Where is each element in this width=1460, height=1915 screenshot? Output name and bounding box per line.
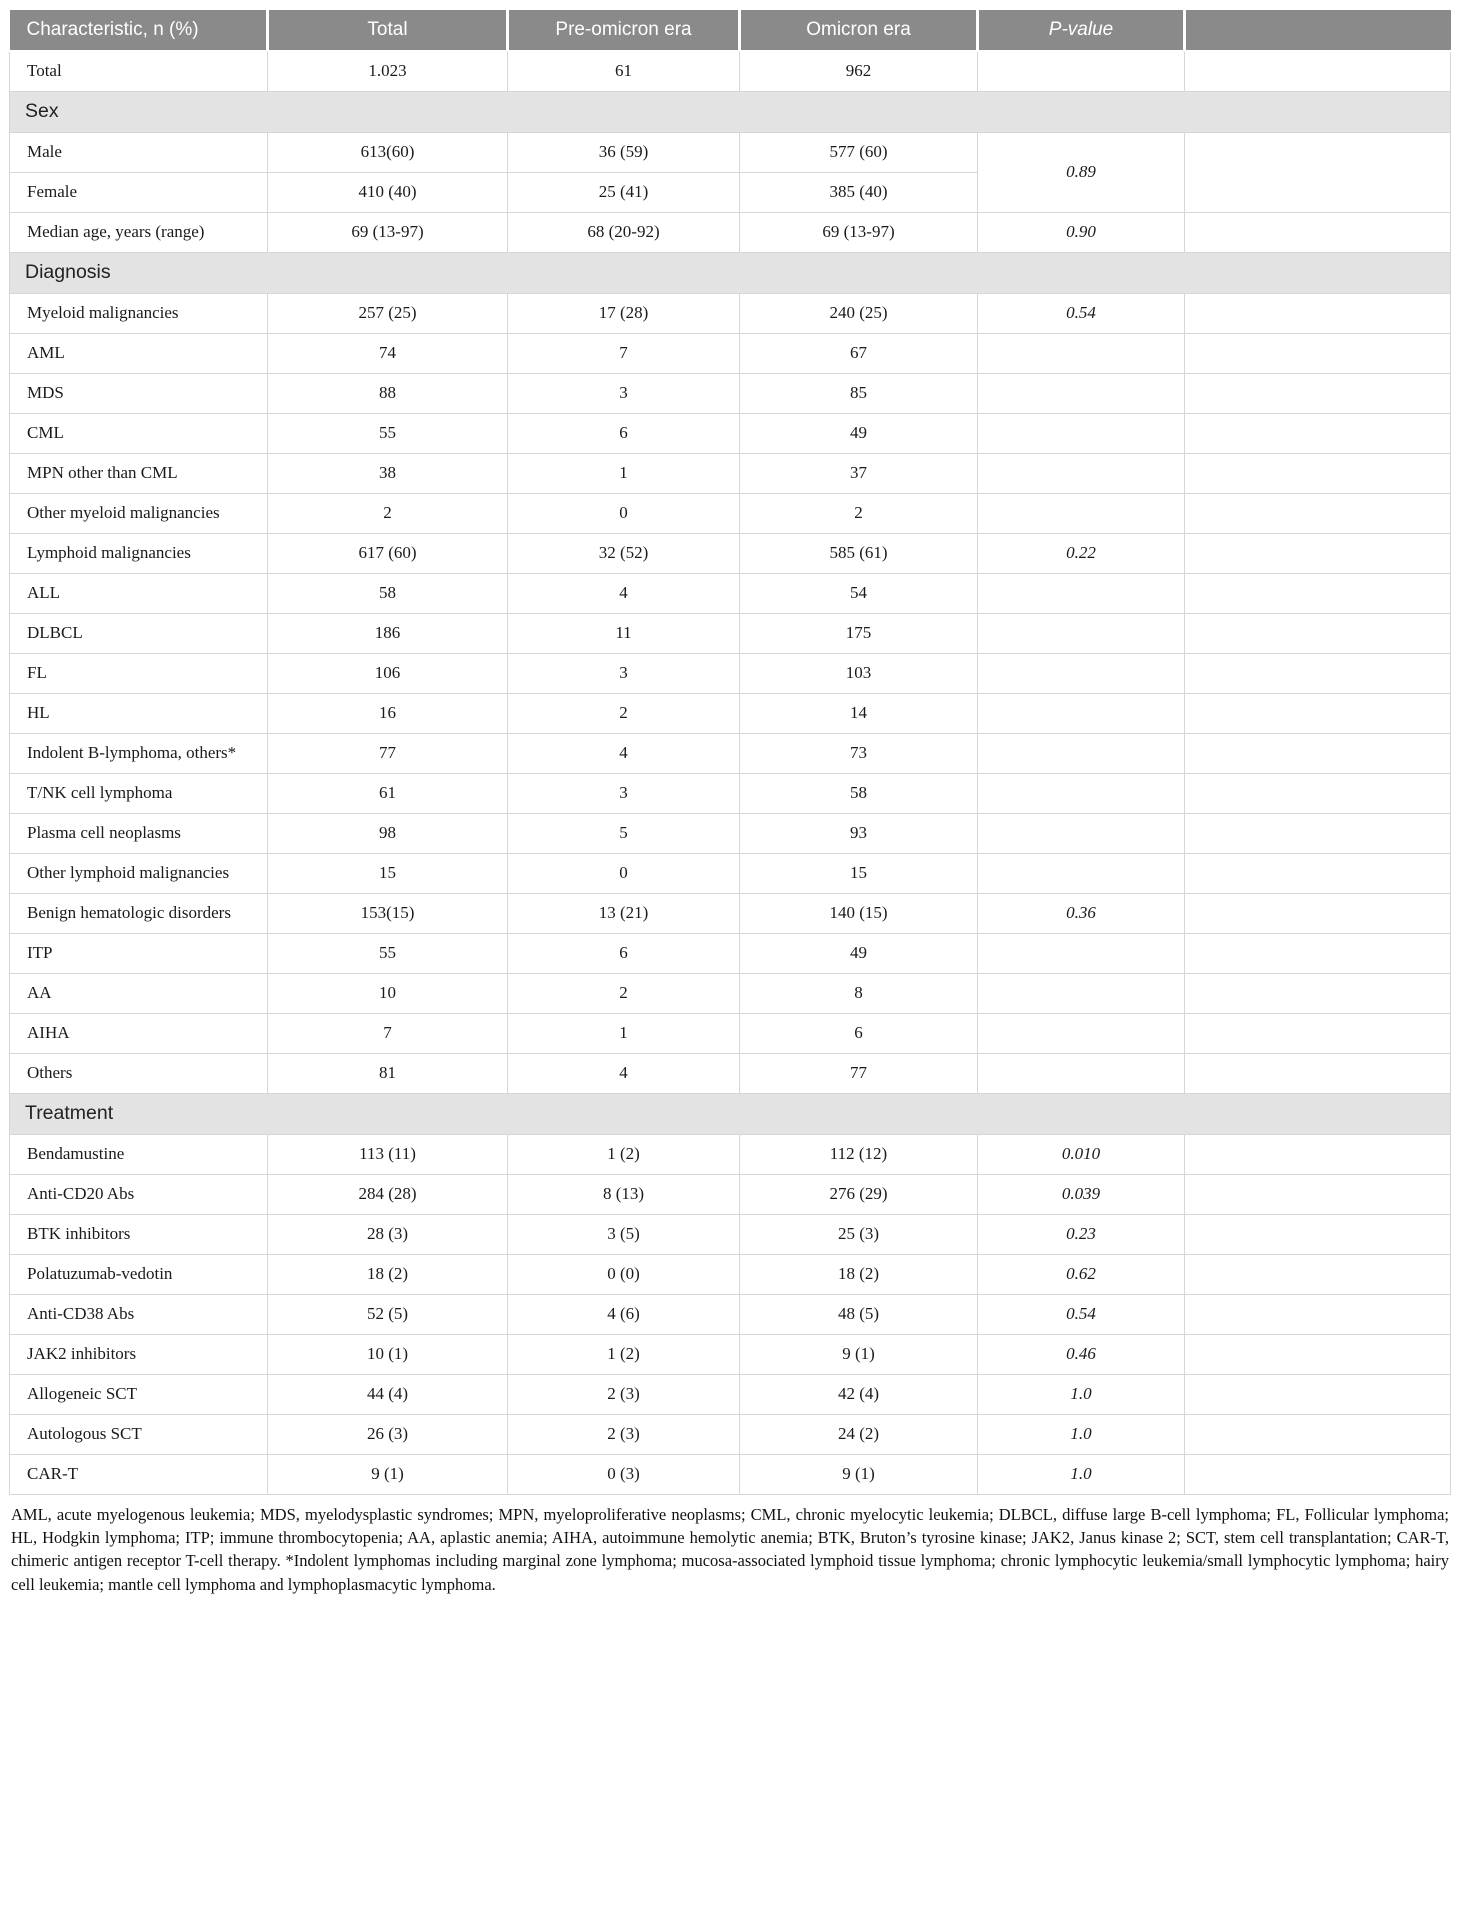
table-row	[10, 132, 1451, 172]
row-label: HL	[10, 693, 268, 733]
filler-cell	[1185, 413, 1451, 453]
p-value: 0.62	[978, 1254, 1185, 1294]
filler-cell	[1185, 51, 1451, 91]
row-label: Indolent B-lymphoma, others*	[10, 733, 268, 773]
filler-cell	[1185, 373, 1451, 413]
total-value: 28 (3)	[268, 1214, 508, 1254]
table-row	[10, 1294, 1451, 1334]
pre-omicron-value: 6	[508, 413, 740, 453]
pre-omicron-value: 0 (0)	[508, 1254, 740, 1294]
omicron-value: 93	[740, 813, 978, 853]
filler-cell	[1185, 533, 1451, 573]
row-label: Allogeneic SCT	[10, 1374, 268, 1414]
table-row	[10, 453, 1451, 493]
row-label: AML	[10, 333, 268, 373]
table-row	[10, 1013, 1451, 1053]
pre-omicron-value: 1 (2)	[508, 1334, 740, 1374]
table-row	[10, 1334, 1451, 1374]
filler-cell	[1185, 733, 1451, 773]
total-value: 613(60)	[268, 132, 508, 172]
total-value: 44 (4)	[268, 1374, 508, 1414]
p-value: 0.90	[978, 212, 1185, 252]
pre-omicron-value: 13 (21)	[508, 893, 740, 933]
total-value: 77	[268, 733, 508, 773]
p-value	[978, 413, 1185, 453]
omicron-value: 9 (1)	[740, 1454, 978, 1494]
filler-cell	[1185, 453, 1451, 493]
omicron-value: 18 (2)	[740, 1254, 978, 1294]
omicron-value: 2	[740, 493, 978, 533]
column-header-omicron-era: Omicron era	[740, 10, 978, 51]
total-value: 98	[268, 813, 508, 853]
p-value: 0.89	[978, 132, 1185, 212]
filler-cell	[1185, 1414, 1451, 1454]
filler-cell	[1185, 493, 1451, 533]
filler-cell	[1185, 1214, 1451, 1254]
pre-omicron-value: 2	[508, 973, 740, 1013]
table-row	[10, 51, 1451, 91]
pre-omicron-value: 5	[508, 813, 740, 853]
p-value	[978, 573, 1185, 613]
filler-cell	[1185, 573, 1451, 613]
pre-omicron-value: 8 (13)	[508, 1174, 740, 1214]
pre-omicron-value: 2 (3)	[508, 1374, 740, 1414]
filler-cell	[1185, 813, 1451, 853]
total-value: 113 (11)	[268, 1134, 508, 1174]
omicron-value: 85	[740, 373, 978, 413]
column-header-characteristic: Characteristic, n (%)	[10, 10, 268, 51]
p-value	[978, 693, 1185, 733]
p-value	[978, 733, 1185, 773]
omicron-value: 577 (60)	[740, 132, 978, 172]
row-label: JAK2 inhibitors	[10, 1334, 268, 1374]
omicron-value: 37	[740, 453, 978, 493]
pre-omicron-value: 6	[508, 933, 740, 973]
table-body	[10, 51, 1451, 1494]
total-value: 88	[268, 373, 508, 413]
total-value: 26 (3)	[268, 1414, 508, 1454]
filler-cell	[1185, 1294, 1451, 1334]
filler-cell	[1185, 1334, 1451, 1374]
pre-omicron-value: 68 (20-92)	[508, 212, 740, 252]
row-label: MDS	[10, 373, 268, 413]
table-row	[10, 733, 1451, 773]
column-header-total: Total	[268, 10, 508, 51]
row-label: MPN other than CML	[10, 453, 268, 493]
column-header-filler	[1185, 10, 1451, 51]
total-value: 186	[268, 613, 508, 653]
omicron-value: 24 (2)	[740, 1414, 978, 1454]
total-value: 10	[268, 973, 508, 1013]
table-row	[10, 373, 1451, 413]
p-value	[978, 813, 1185, 853]
table-row	[10, 1053, 1451, 1093]
pre-omicron-value: 0 (3)	[508, 1454, 740, 1494]
table-row	[10, 613, 1451, 653]
total-value: 55	[268, 413, 508, 453]
pre-omicron-value: 2	[508, 693, 740, 733]
p-value	[978, 973, 1185, 1013]
p-value: 0.54	[978, 1294, 1185, 1334]
row-label: CML	[10, 413, 268, 453]
omicron-value: 103	[740, 653, 978, 693]
pre-omicron-value: 36 (59)	[508, 132, 740, 172]
row-label: DLBCL	[10, 613, 268, 653]
total-value: 617 (60)	[268, 533, 508, 573]
row-label: Anti-CD20 Abs	[10, 1174, 268, 1214]
total-value: 81	[268, 1053, 508, 1093]
omicron-value: 240 (25)	[740, 293, 978, 333]
omicron-value: 25 (3)	[740, 1214, 978, 1254]
row-label: Others	[10, 1053, 268, 1093]
section-label: Diagnosis	[10, 252, 1451, 293]
filler-cell	[1185, 1134, 1451, 1174]
p-value	[978, 653, 1185, 693]
p-value	[978, 853, 1185, 893]
filler-cell	[1185, 853, 1451, 893]
section-row	[10, 252, 1451, 293]
pre-omicron-value: 4 (6)	[508, 1294, 740, 1334]
omicron-value: 77	[740, 1053, 978, 1093]
p-value	[978, 333, 1185, 373]
total-value: 284 (28)	[268, 1174, 508, 1214]
characteristics-table	[9, 10, 1451, 1495]
p-value	[978, 51, 1185, 91]
p-value: 1.0	[978, 1414, 1185, 1454]
total-value: 61	[268, 773, 508, 813]
filler-cell	[1185, 1254, 1451, 1294]
total-value: 58	[268, 573, 508, 613]
row-label: Autologous SCT	[10, 1414, 268, 1454]
section-label: Treatment	[10, 1093, 1451, 1134]
pre-omicron-value: 2 (3)	[508, 1414, 740, 1454]
table-row	[10, 893, 1451, 933]
row-label: Lymphoid malignancies	[10, 533, 268, 573]
p-value	[978, 613, 1185, 653]
total-value: 7	[268, 1013, 508, 1053]
filler-cell	[1185, 613, 1451, 653]
total-value: 15	[268, 853, 508, 893]
p-value	[978, 493, 1185, 533]
table-row	[10, 212, 1451, 252]
pre-omicron-value: 32 (52)	[508, 533, 740, 573]
row-label: Plasma cell neoplasms	[10, 813, 268, 853]
omicron-value: 14	[740, 693, 978, 733]
total-value: 106	[268, 653, 508, 693]
row-label: CAR-T	[10, 1454, 268, 1494]
pre-omicron-value: 25 (41)	[508, 172, 740, 212]
row-label: FL	[10, 653, 268, 693]
pre-omicron-value: 17 (28)	[508, 293, 740, 333]
pre-omicron-value: 4	[508, 733, 740, 773]
p-value	[978, 1053, 1185, 1093]
pre-omicron-value: 4	[508, 573, 740, 613]
table-row	[10, 973, 1451, 1013]
p-value: 1.0	[978, 1454, 1185, 1494]
filler-cell	[1185, 1374, 1451, 1414]
row-label: Myeloid malignancies	[10, 293, 268, 333]
p-value	[978, 773, 1185, 813]
table-row	[10, 413, 1451, 453]
table-row	[10, 1214, 1451, 1254]
omicron-value: 8	[740, 973, 978, 1013]
filler-cell	[1185, 1013, 1451, 1053]
total-value: 1.023	[268, 51, 508, 91]
total-value: 9 (1)	[268, 1454, 508, 1494]
table-row	[10, 333, 1451, 373]
total-value: 52 (5)	[268, 1294, 508, 1334]
table-row	[10, 1454, 1451, 1494]
total-value: 410 (40)	[268, 172, 508, 212]
p-value	[978, 933, 1185, 973]
table-row	[10, 493, 1451, 533]
total-value: 69 (13-97)	[268, 212, 508, 252]
filler-cell	[1185, 1174, 1451, 1214]
table-row	[10, 773, 1451, 813]
row-label: Total	[10, 51, 268, 91]
footnote: AML, acute myelogenous leukemia; MDS, myelodysplastic syndromes; MPN, myeloproliferative neoplasms; CML, chronic myelocytic leukemia; DLBCL, diffuse large B-cell lymphoma; FL, Follicular lymphoma; HL, Hodgkin lymphoma; ITP; immune thrombocytopenia; AA, aplastic anemia; AIHA, autoimmune hemolytic anemia; BTK, Bruton’s tyrosine kinase; JAK2, Janus kinase 2; SCT, stem cell transplantation; CAR-T, chimeric antigen receptor T-cell therapy. *Indolent lymphomas including marginal zone lymphoma; mucosa-associated lymphoid tissue lymphoma; chronic lymphocytic leukemia/small lymphocytic lymphoma; hairy cell leukemia; mantle cell lymphoma and lymphoplasmacytic lymphoma.	[11, 1504, 1449, 1594]
omicron-value: 73	[740, 733, 978, 773]
table-row	[10, 573, 1451, 613]
filler-cell	[1185, 893, 1451, 933]
row-label: Other myeloid malignancies	[10, 493, 268, 533]
table-row	[10, 853, 1451, 893]
row-label: AIHA	[10, 1013, 268, 1053]
pre-omicron-value: 1 (2)	[508, 1134, 740, 1174]
table-row	[10, 1374, 1451, 1414]
omicron-value: 6	[740, 1013, 978, 1053]
p-value: 0.54	[978, 293, 1185, 333]
omicron-value: 140 (15)	[740, 893, 978, 933]
row-label: ALL	[10, 573, 268, 613]
total-value: 74	[268, 333, 508, 373]
omicron-value: 67	[740, 333, 978, 373]
total-value: 18 (2)	[268, 1254, 508, 1294]
pre-omicron-value: 61	[508, 51, 740, 91]
table-row	[10, 933, 1451, 973]
pre-omicron-value: 3 (5)	[508, 1214, 740, 1254]
table-row	[10, 813, 1451, 853]
table-row	[10, 1254, 1451, 1294]
row-label: T/NK cell lymphoma	[10, 773, 268, 813]
omicron-value: 42 (4)	[740, 1374, 978, 1414]
omicron-value: 175	[740, 613, 978, 653]
omicron-value: 962	[740, 51, 978, 91]
filler-cell	[1185, 132, 1451, 212]
omicron-value: 49	[740, 933, 978, 973]
column-header-pre-omicron-era: Pre-omicron era	[508, 10, 740, 51]
table-row	[10, 293, 1451, 333]
p-value: 1.0	[978, 1374, 1185, 1414]
table-row	[10, 653, 1451, 693]
pre-omicron-value: 11	[508, 613, 740, 653]
table-row	[10, 533, 1451, 573]
omicron-value: 112 (12)	[740, 1134, 978, 1174]
p-value: 0.010	[978, 1134, 1185, 1174]
omicron-value: 385 (40)	[740, 172, 978, 212]
total-value: 2	[268, 493, 508, 533]
total-value: 16	[268, 693, 508, 733]
pre-omicron-value: 0	[508, 853, 740, 893]
filler-cell	[1185, 693, 1451, 733]
total-value: 153(15)	[268, 893, 508, 933]
header-row	[10, 10, 1451, 51]
p-value: 0.23	[978, 1214, 1185, 1254]
row-label: Bendamustine	[10, 1134, 268, 1174]
pre-omicron-value: 4	[508, 1053, 740, 1093]
pre-omicron-value: 3	[508, 773, 740, 813]
section-label: Sex	[10, 91, 1451, 132]
p-value	[978, 1013, 1185, 1053]
row-label: AA	[10, 973, 268, 1013]
pre-omicron-value: 7	[508, 333, 740, 373]
p-value: 0.36	[978, 893, 1185, 933]
row-label: Male	[10, 132, 268, 172]
filler-cell	[1185, 653, 1451, 693]
filler-cell	[1185, 973, 1451, 1013]
filler-cell	[1185, 212, 1451, 252]
filler-cell	[1185, 933, 1451, 973]
total-value: 55	[268, 933, 508, 973]
omicron-value: 9 (1)	[740, 1334, 978, 1374]
pre-omicron-value: 1	[508, 453, 740, 493]
table-row	[10, 1414, 1451, 1454]
total-value: 257 (25)	[268, 293, 508, 333]
section-row	[10, 1093, 1451, 1134]
omicron-value: 48 (5)	[740, 1294, 978, 1334]
row-label: Polatuzumab-vedotin	[10, 1254, 268, 1294]
pre-omicron-value: 3	[508, 373, 740, 413]
pre-omicron-value: 3	[508, 653, 740, 693]
filler-cell	[1185, 1454, 1451, 1494]
row-label: Median age, years (range)	[10, 212, 268, 252]
row-label: ITP	[10, 933, 268, 973]
filler-cell	[1185, 773, 1451, 813]
total-value: 38	[268, 453, 508, 493]
row-label: BTK inhibitors	[10, 1214, 268, 1254]
row-label: Anti-CD38 Abs	[10, 1294, 268, 1334]
total-value: 10 (1)	[268, 1334, 508, 1374]
p-value: 0.039	[978, 1174, 1185, 1214]
omicron-value: 54	[740, 573, 978, 613]
table-row	[10, 1174, 1451, 1214]
section-row	[10, 91, 1451, 132]
table-row	[10, 693, 1451, 733]
row-label: Benign hematologic disorders	[10, 893, 268, 933]
p-value: 0.46	[978, 1334, 1185, 1374]
omicron-value: 585 (61)	[740, 533, 978, 573]
omicron-value: 15	[740, 853, 978, 893]
pre-omicron-value: 0	[508, 493, 740, 533]
omicron-value: 49	[740, 413, 978, 453]
omicron-value: 58	[740, 773, 978, 813]
p-value	[978, 373, 1185, 413]
column-header-p-value: P-value	[978, 10, 1185, 51]
omicron-value: 69 (13-97)	[740, 212, 978, 252]
omicron-value: 276 (29)	[740, 1174, 978, 1214]
table-header	[10, 10, 1451, 51]
filler-cell	[1185, 1053, 1451, 1093]
filler-cell	[1185, 293, 1451, 333]
row-label: Female	[10, 172, 268, 212]
row-label: Other lymphoid malignancies	[10, 853, 268, 893]
p-value: 0.22	[978, 533, 1185, 573]
p-value	[978, 453, 1185, 493]
filler-cell	[1185, 333, 1451, 373]
pre-omicron-value: 1	[508, 1013, 740, 1053]
table-row	[10, 1134, 1451, 1174]
